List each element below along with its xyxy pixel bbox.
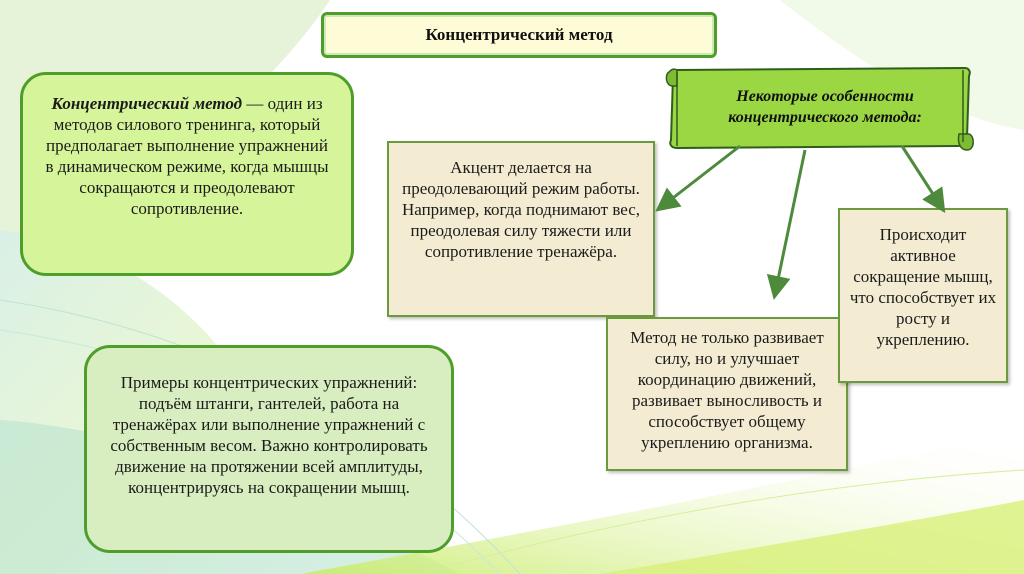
feature-active-text: Происходит активное сокращение мышц, что способствует их росту и укреплению. — [849, 225, 997, 349]
feature-method-text: Метод не только развивает силу, но и улучшает координацию движений, развивает выносливость и способствует общему укреплению организма. — [630, 328, 824, 452]
feature-active-box — [838, 208, 1008, 383]
definition-term: Концентрический метод — [51, 94, 243, 113]
title-box — [321, 12, 717, 58]
features-title: Некоторые особенности концентрического метода: — [728, 88, 922, 126]
examples-text: Примеры концентрических упражнений: подъём штанги, гантелей, работа на тренажёрах или выполнение упражнений с собственным весом. Важно контролировать движение на протяжении всей амплитуды, концентрируясь на сокращении мышц. — [110, 373, 428, 497]
definition-text: — один из методов силового тренинга, который предполагает выполнение упражнений в динамическом режиме, когда мышцы сокращаются и преодолевают сопротивление. — [45, 94, 329, 218]
feature-method-box — [606, 317, 848, 471]
definition-box — [20, 72, 354, 276]
feature-accent-box — [387, 141, 655, 317]
feature-accent-text: Акцент делается на преодолевающий режим работы. Например, когда поднимают вес, преодолевая силу тяжести или сопротивление тренажёра. — [401, 158, 641, 261]
examples-box — [84, 345, 454, 553]
page-title: Концентрический метод — [425, 25, 613, 44]
